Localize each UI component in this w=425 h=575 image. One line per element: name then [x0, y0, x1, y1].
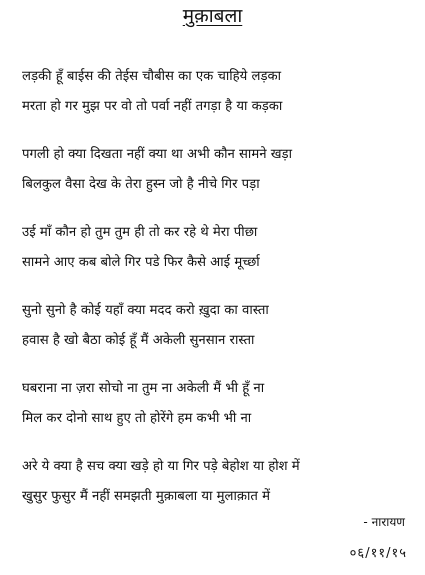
poem-date: ०६/११/१५: [349, 546, 407, 561]
poem-line: घबराना ना ज़रा सोचो ना तुम ना अकेली मैं भी हूँ ना: [22, 381, 265, 396]
poem-body: [22, 62, 417, 530]
poem-line: सामने आए कब बोले गिर पडे फिर कैसे आई मूर्च्छा: [22, 255, 260, 270]
poem-title-text: मुक़ाबला: [182, 5, 243, 27]
poem-line: मरता हो गर मुझ पर वो तो पर्वा नहीं तगड़ा है या कड़का: [22, 99, 283, 114]
stanza-1: [22, 62, 417, 122]
poem-line: लड़की हूँ बाईस की तेईस चौबीस का एक चाहिये लड़का: [22, 69, 282, 84]
stanza-3: [22, 218, 417, 278]
stanza-2: [22, 140, 417, 200]
poem-line: सुनो सुनो है कोई यहाँ क्या मदद करो ख़ुदा का वास्ता: [22, 303, 269, 318]
poem-title: [0, 4, 425, 28]
stanza-5: [22, 374, 417, 434]
poem-line: हवास है खो बैठा कोई हूँ मैं अकेली सुनसान रास्ता: [22, 333, 255, 348]
poem-line: मिल कर दोनो साथ हुए तो होरेंगे हम कभी भी ना: [22, 411, 252, 426]
poem-line: बिलकुल वैसा देख के तेरा हुस्न जो है नीचे गिर पड़ा: [22, 177, 260, 192]
poem-line: उई माँ कौन हो तुम तुम ही तो कर रहे थे मेरा पीछा: [22, 225, 258, 240]
poem-line: खुसुर फुसुर मैं नहीं समझती मुक़ाबला या मुलाक़ात में: [22, 489, 271, 504]
stanza-6: [22, 452, 417, 512]
poem-line: पगली हो क्या दिखता नहीं क्या था अभी कौन सामने खड़ा: [22, 147, 292, 162]
author-signature: - नारायण: [363, 515, 405, 529]
poem-line: अरे ये क्या है सच क्या खड़े हो या गिर पड़े बेहोश या होश में: [22, 459, 300, 474]
stanza-4: [22, 296, 417, 356]
